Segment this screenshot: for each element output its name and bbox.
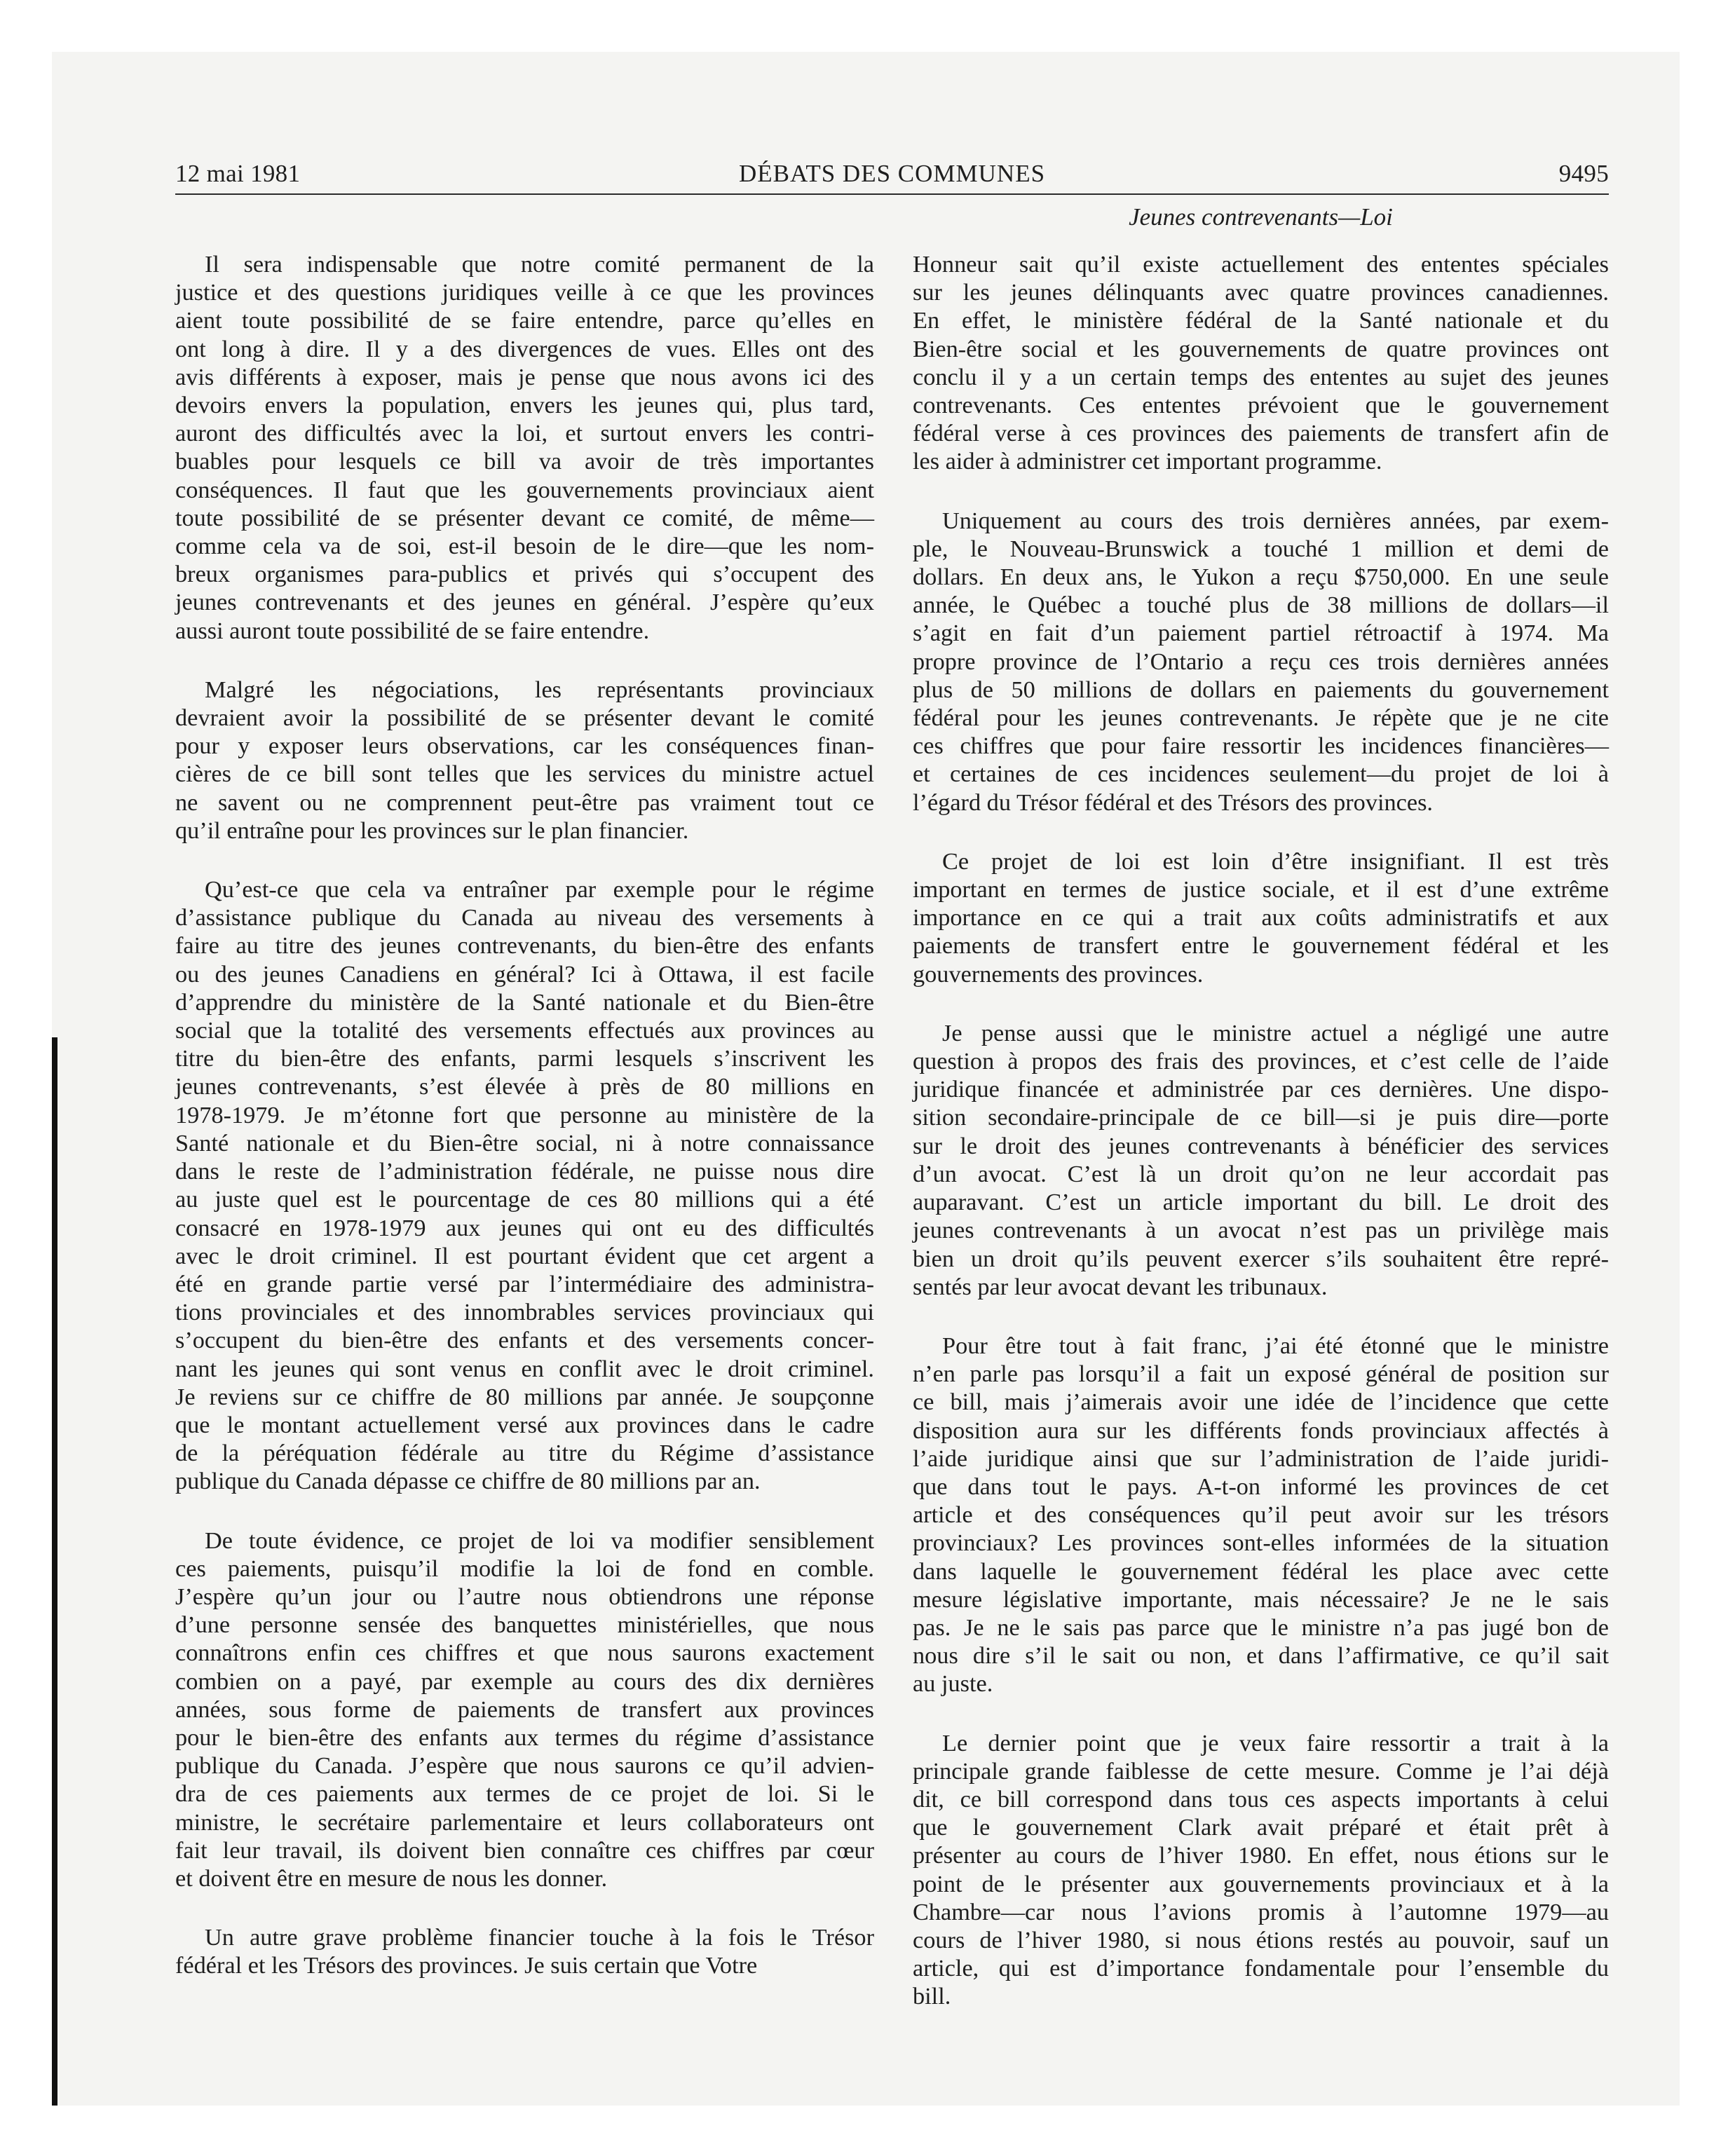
paragraph-gap [913,817,1609,847]
text-line: Honneur sait qu’il existe actuellement des ententes spéciales [913,251,1609,278]
text-line: juridique financée et administrée par ces dernières. Une dispo- [913,1076,1609,1103]
text-line: fait leur travail, ils doivent bien connaître ces chiffres par cœur [175,1836,874,1864]
text-line: avis différents à exposer, mais je pense que nous avons ici des [175,363,874,390]
text-line: important en termes de justice sociale, et il est d’une extrême [913,876,1609,903]
paragraph [175,250,874,645]
text-line: Il sera indispensable que notre comité permanent de la [205,251,874,278]
text-line: aient toute possibilité de se faire entendre, parce qu’elles en [175,307,874,334]
text-line: De toute évidence, ce projet de loi va modifier sensiblement [205,1527,874,1554]
text-line: En effet, le ministère fédéral de la Santé nationale et du [913,307,1609,334]
text-line: mesure législative importante, mais nécessaire? Je ne le sais [913,1585,1609,1613]
text-line: pour le bien-être des enfants aux termes du régime d’assistance [175,1724,874,1751]
text-line: dans le reste de l’administration fédérale, ne puisse nous dire [175,1158,874,1185]
text-line: connaîtrons enfin ces chiffres et que nous saurons exactement [175,1639,874,1667]
text-line: justice et des questions juridiques veille à ce que les provinces [175,279,874,306]
text-line: au juste quel est le pourcentage de ces 80 millions qui a été [175,1186,874,1213]
text-line: cières de ce bill sont telles que les services du ministre actuel [175,760,874,788]
paragraph-gap [175,645,874,676]
text-line: dra de ces paiements aux termes de ce projet de loi. Si le [175,1780,874,1808]
text-line: publique du Canada dépasse ce chiffre de 80 millions par an. [175,1468,761,1495]
text-line: importance en ce qui a trait aux coûts administratifs et aux [913,904,1609,932]
text-line: d’une personne sensée des banquettes ministérielles, que nous [175,1611,874,1639]
text-line: l’aide juridique ainsi que sur l’administration de l’aide juridi- [913,1445,1609,1472]
text-line: titre du bien-être des enfants, parmi lesquels s’inscrivent les [175,1045,874,1072]
header-title: DÉBATS DES COMMUNES [738,160,1046,187]
text-line: nant les jeunes qui sont venus en conflit avec le droit criminel. [175,1355,874,1382]
binding-shadow [52,1037,57,2106]
text-line: social que la totalité des versements effectués aux provinces au [175,1017,874,1044]
text-line: point de le présenter aux gouvernements provinciaux et à la [913,1870,1609,1897]
text-line: présenter au cours de l’hiver 1980. En effet, nous étions sur le [913,1842,1609,1869]
text-line: ple, le Nouveau-Brunswick a touché 1 million et demi de [913,535,1609,562]
paragraph [913,1019,1609,1301]
text-line: Bien-être social et les gouvernements de quatre provinces ont [913,335,1609,362]
text-line: nous dire s’il le sait ou non, et dans l’affirmative, ce qu’il sait [913,1642,1609,1670]
text-line: fédéral verse à ces provinces des paiements de transfert afin de [913,420,1609,447]
text-line: publique du Canada. J’espère que nous saurons ce qu’il advien- [175,1752,874,1780]
text-line: toute possibilité de se présenter devant ce comité, de même— [175,504,874,531]
text-line: auront des difficultés avec la loi, et surtout envers les contri- [175,420,874,447]
text-line: breux organismes para-publics et privés qui s’occupent des [175,561,874,588]
text-line: Santé nationale et du Bien-être social, ni à notre connaissance [175,1129,874,1157]
right-column [913,250,1609,2011]
paragraph [913,847,1609,988]
text-line: l’égard du Trésor fédéral et des Trésors des provinces. [913,789,1434,816]
text-line: contrevenants. Ces ententes prévoient que le gouvernement [913,392,1609,419]
text-line: ont long à dire. Il y a des divergences de vues. Elles ont des [175,335,874,362]
text-line: Malgré les négociations, les représentants provinciaux [205,676,874,703]
text-line: provinciaux? Les provinces sont-elles informées de la situation [913,1529,1609,1557]
text-line: dit, ce bill correspond dans tous ces aspects importants à celui [913,1785,1609,1813]
text-line: s’occupent du bien-être des enfants et des versements concer- [175,1327,874,1354]
paragraph [175,676,874,845]
text-line: auparavant. C’est un article important du bill. Le droit des [913,1189,1609,1216]
text-line: ou des jeunes Canadiens en général? Ici à Ottawa, il est facile [175,960,874,988]
text-line: buables pour lesquels ce bill va avoir de très importantes [175,448,874,475]
text-line: conséquences. Il faut que les gouvernements provinciaux aient [175,476,874,503]
text-line: et doivent être en mesure de nous les donner. [175,1864,608,1892]
text-line: qu’il entraîne pour les provinces sur le plan financier. [175,817,689,844]
paragraph-gap [913,1698,1609,1729]
text-line: ce bill, mais j’aimerais avoir une idée de l’incidence que cette [913,1389,1609,1416]
page-header [175,160,1609,192]
text-line: que dans tout le pays. A-t-on informé les provinces de cet [913,1473,1609,1500]
text-line: plus de 50 millions de dollars en paiements du gouvernement [913,676,1609,703]
text-line: devoirs envers la population, envers les jeunes qui, plus tard, [175,392,874,419]
header-rule [175,193,1609,195]
text-line: jeunes contrevenants à un avocat n’est pas un privilège mais [913,1217,1609,1244]
text-line: que le gouvernement Clark avait préparé et était prêt à [913,1814,1609,1841]
text-line: pour y exposer leurs observations, car les conséquences finan- [175,732,874,760]
text-line: Uniquement au cours des trois dernières années, par exem- [942,507,1609,534]
text-line: s’agit en fait d’un paiement partiel rétroactif à 1974. Ma [913,620,1609,647]
paragraph-gap [175,1892,874,1923]
text-line: ministre, le secrétaire parlementaire et leurs collaborateurs ont [175,1808,874,1836]
text-line: conclu il y a un certain temps des ententes au sujet des jeunes [913,363,1609,390]
text-line: dollars. En deux ans, le Yukon a reçu $750,000. En une seule [913,564,1609,591]
text-line: Ce projet de loi est loin d’être insignifiant. Il est très [942,847,1609,875]
text-line: aussi auront toute possibilité de se faire entendre. [175,617,650,644]
paragraph [913,1729,1609,2011]
text-line: années, sous forme de paiements de transfert aux provinces [175,1696,874,1723]
text-line: d’un avocat. C’est là un droit qu’on ne leur accordait pas [913,1160,1609,1187]
text-line: Le dernier point que je veux faire ressortir a trait à la [942,1729,1609,1756]
text-line: n’en parle pas lorsqu’il a fait un exposé général de position sur [913,1360,1609,1388]
text-line: fédéral pour les jeunes contrevenants. Je répète que je ne cite [913,704,1609,732]
text-line: J’espère qu’un jour ou l’autre nous obtiendrons une réponse [175,1583,874,1610]
header-page-number: 9495 [1558,160,1609,187]
paragraph [175,1923,874,1979]
text-line: sentés par leur avocat devant les tribunaux. [913,1273,1328,1300]
paragraph-gap [913,476,1609,507]
text-line: Un autre grave problème financier touche à la fois le Trésor [205,1924,874,1951]
text-line: dans laquelle le gouvernement fédéral les place avec cette [913,1557,1609,1585]
text-line: sur les jeunes délinquants avec quatre provinces canadiennes. [913,279,1609,306]
text-line: au juste. [913,1670,993,1698]
text-line: bien un droit qu’ils peuvent exercer s’ils souhaitent être repré- [913,1245,1609,1272]
text-line: ne savent ou ne comprennent peut-être pas vraiment tout ce [175,789,874,816]
text-line: jeunes contrevenants et des jeunes en général. J’espère qu’eux [175,589,874,616]
text-line: bill. [913,1983,951,2010]
text-line: les aider à administrer cet important programme. [913,448,1382,475]
text-line: d’apprendre du ministère de la Santé nationale et du Bien-être [175,988,874,1016]
text-line: Je reviens sur ce chiffre de 80 millions par année. Je soupçonne [175,1383,874,1410]
text-line: fédéral et les Trésors des provinces. Je suis certain que Votre [175,1952,758,1979]
text-line: combien on a payé, par exemple au cours des dix dernières [175,1667,874,1695]
text-line: comme cela va de soi, est-il besoin de le dire—que les nom- [175,533,874,560]
paragraph-gap [913,988,1609,1019]
text-line: et certaines de ces incidences seulement—du projet de loi à [913,760,1609,788]
header-date: 12 mai 1981 [175,160,301,187]
text-line: paiements de transfert entre le gouvernement fédéral et les [913,932,1609,960]
text-line: principale grande faiblesse de cette mesure. Comme je l’ai déjà [913,1757,1609,1785]
text-line: pas. Je ne le sais pas parce que le ministre n’a pas jugé bon de [913,1613,1609,1641]
paragraph-gap [175,1496,874,1527]
text-line: avec le droit criminel. Il est pourtant évident que cet argent a [175,1242,874,1269]
text-line: disposition aura sur les différents fonds provinciaux affectés à [913,1417,1609,1444]
paragraph-gap [913,1301,1609,1332]
text-line: Je pense aussi que le ministre actuel a négligé une autre [942,1019,1609,1046]
paragraph [913,507,1609,817]
paragraph [913,1332,1609,1698]
paragraph [175,1527,874,1893]
text-line: sition secondaire-principale de ce bill—si je puis dire—porte [913,1104,1609,1131]
text-line: question à propos des frais des provinces, et c’est celle de l’aide [913,1048,1609,1075]
text-line: 1978-1979. Je m’étonne fort que personne au ministère de la [175,1101,874,1128]
text-line: sur le droit des jeunes contrevenants à bénéficier des services [913,1132,1609,1159]
text-line: faire au titre des jeunes contrevenants, du bien-être des enfants [175,932,874,960]
paragraph [913,250,1609,476]
text-line: de la péréquation fédérale au titre du Régime d’assistance [175,1440,874,1467]
text-line: article et des conséquences qu’il peut avoir sur les trésors [913,1501,1609,1529]
text-line: jeunes contrevenants, s’est élevée à près de 80 millions en [175,1073,874,1100]
text-line: ces chiffres que pour faire ressortir les incidences financières— [913,732,1609,760]
left-column [175,250,874,1980]
running-subtitle: Jeunes contrevenants—Loi [1129,203,1393,231]
text-line: Pour être tout à fait franc, j’ai été étonné que le ministre [942,1332,1609,1359]
text-line: propre province de l’Ontario a reçu ces trois dernières années [913,648,1609,675]
text-line: été en grande partie versé par l’intermédiaire des administra- [175,1270,874,1297]
text-line: tions provinciales et des innombrables services provinciaux qui [175,1299,874,1326]
text-line: Qu’est-ce que cela va entraîner par exemple pour le régime [205,876,874,903]
paragraph-gap [175,845,874,875]
text-line: gouvernements des provinces. [913,960,1204,988]
text-line: consacré en 1978-1979 aux jeunes qui ont eu des difficultés [175,1214,874,1241]
text-line: Chambre—car nous l’avions promis à l’automne 1979—au [913,1898,1609,1925]
paragraph [175,875,874,1495]
text-line: année, le Québec a touché plus de 38 millions de dollars—il [913,592,1609,619]
text-line: article, qui est d’importance fondamentale pour l’ensemble du [913,1955,1609,1982]
text-line: que le montant actuellement versé aux provinces dans le cadre [175,1411,874,1438]
text-line: ces paiements, puisqu’il modifie la loi de fond en comble. [175,1555,874,1582]
text-line: devraient avoir la possibilité de se présenter devant le comité [175,704,874,732]
text-line: cours de l’hiver 1980, si nous étions restés au pouvoir, sauf un [913,1926,1609,1953]
text-line: d’assistance publique du Canada au niveau des versements à [175,904,874,932]
